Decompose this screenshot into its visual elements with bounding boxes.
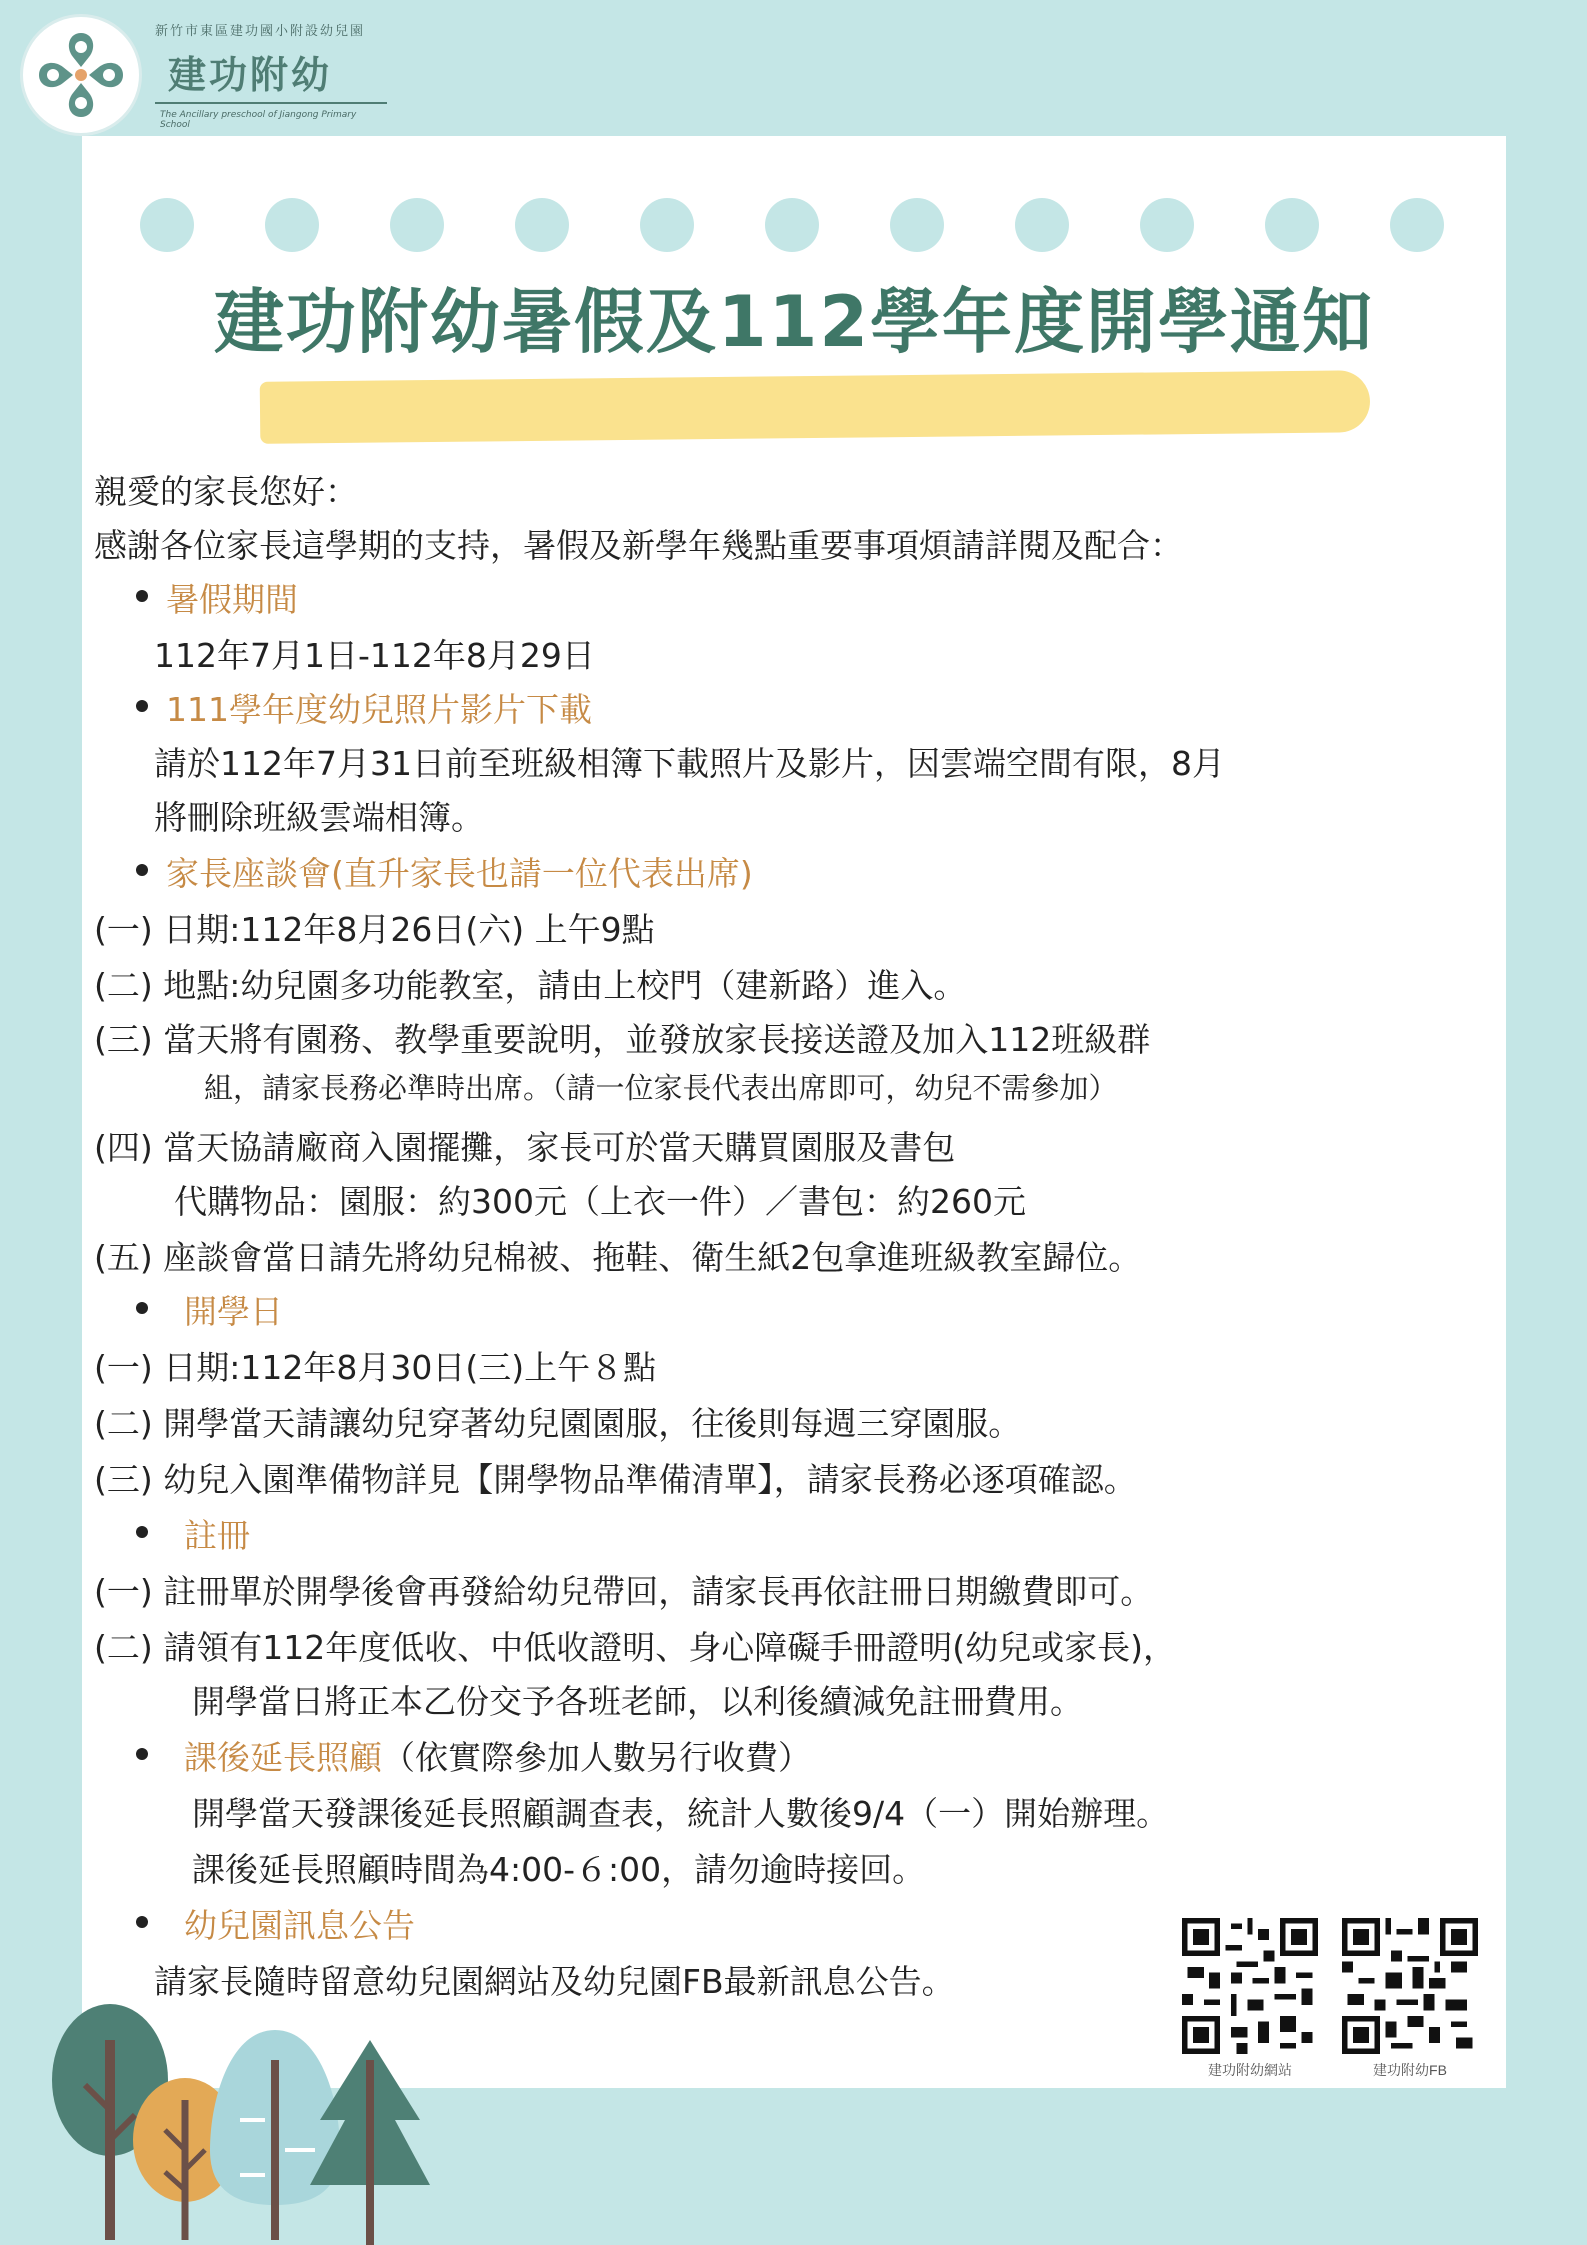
page-title: 建功附幼暑假及112學年度開學通知 — [213, 281, 1375, 363]
bullet — [136, 590, 148, 602]
meeting-line: 組，請家長務必準時出席。（請一位家長代表出席即可，幼兒不需參加） — [204, 1071, 1118, 1105]
photos-line: 將刪除班級雲端相簿。 — [154, 798, 484, 837]
meeting-line: (三) 當天將有園務、教學重要說明，並發放家長接送證及加入112班級群 — [94, 1020, 1151, 1059]
flower-logo-icon — [31, 25, 131, 125]
after-care-heading: 課後延長照顧 — [184, 1738, 382, 1777]
dot — [1390, 198, 1444, 252]
qr-code-icon — [1182, 1918, 1318, 2054]
logo-english-name: The Ancillary preschool of Jiangong Primary School — [160, 110, 357, 130]
dot — [390, 198, 444, 252]
meeting-line: (四) 當天協請廠商入園擺攤，家長可於當天購買園服及書包 — [94, 1128, 956, 1167]
meeting-line: (一) 日期:112年8月26日(六) 上午9點 — [94, 910, 655, 949]
photos-heading: 111學年度幼兒照片影片下載 — [166, 690, 592, 729]
logo-divider — [155, 102, 387, 104]
qr-facebook[interactable] — [1342, 1918, 1478, 2080]
school-start-line: (一) 日期:112年8月30日(三)上午８點 — [94, 1348, 657, 1387]
decorative-dots — [140, 198, 1450, 252]
dot — [1015, 198, 1069, 252]
dot — [890, 198, 944, 252]
bullet — [136, 1526, 148, 1538]
qr-website-label: 建功附幼網站 — [1208, 2062, 1292, 2078]
bullet — [136, 864, 148, 876]
dot — [515, 198, 569, 252]
bullet — [136, 1748, 148, 1760]
greeting: 親愛的家長您好： — [94, 472, 358, 511]
dot — [265, 198, 319, 252]
logo-short-name: 建功附幼 — [168, 53, 333, 97]
bullet — [136, 700, 148, 712]
after-care-line: 課後延長照顧時間為4:00-６:00，請勿逾時接回。 — [192, 1850, 926, 1889]
dot — [640, 198, 694, 252]
school-start-line: (三) 幼兒入園準備物詳見【開學物品準備清單】，請家長務必逐項確認。 — [94, 1460, 1137, 1499]
qr-website[interactable] — [1182, 1918, 1318, 2080]
notice-paper — [82, 136, 1506, 2088]
meeting-heading: 家長座談會(直升家長也請一位代表出席) — [166, 854, 753, 893]
after-care-line: 開學當天發課後延長照顧調查表，統計人數後9/4（一）開始辦理。 — [192, 1794, 1170, 1833]
meeting-line: 代購物品：園服：約300元（上衣一件）／書包：約260元 — [174, 1182, 1026, 1221]
photos-line: 請於112年7月31日前至班級相簿下載照片及影片，因雲端空間有限，8月 — [154, 744, 1225, 783]
trees-decoration — [40, 2000, 440, 2245]
registration-heading: 註冊 — [184, 1516, 250, 1555]
logo-badge — [20, 14, 142, 136]
registration-line: (一) 註冊單於開學後會再發給幼兒帶回，請家長再依註冊日期繳費即可。 — [94, 1572, 1154, 1611]
tree-blue-icon — [210, 2030, 340, 2240]
qr-code-icon — [1342, 1918, 1478, 2054]
dot — [1140, 198, 1194, 252]
after-care-heading-row — [184, 1732, 811, 1779]
intro-text: 感謝各位家長這學期的支持，暑假及新學年幾點重要事項煩請詳閱及配合： — [94, 526, 1183, 565]
dot — [1265, 198, 1319, 252]
news-heading: 幼兒園訊息公告 — [184, 1906, 415, 1945]
news-line: 請家長隨時留意幼兒園網站及幼兒園FB最新訊息公告。 — [154, 1962, 955, 2001]
bullet — [136, 1916, 148, 1928]
after-care-note: （依實際參加人數另行收費） — [382, 1738, 811, 1777]
school-start-heading: 開學日 — [184, 1292, 283, 1331]
dot — [140, 198, 194, 252]
logo-school-fullname: 新竹市東區建功國小附設幼兒園 — [155, 24, 366, 39]
summer-heading: 暑假期間 — [166, 580, 298, 619]
school-logo — [20, 14, 380, 136]
meeting-line: (五) 座談會當日請先將幼兒棉被、拖鞋、衛生紙2包拿進班級教室歸位。 — [94, 1238, 1142, 1277]
title-highlight — [260, 370, 1371, 444]
registration-line: 開學當日將正本乙份交予各班老師，以利後續減免註冊費用。 — [192, 1682, 1083, 1721]
registration-line: (二) 請領有112年度低收、中低收證明、身心障礙手冊證明(幼兒或家長)， — [94, 1628, 1176, 1667]
meeting-line: (二) 地點:幼兒園多功能教室，請由上校門（建新路）進入。 — [94, 966, 967, 1005]
dot — [765, 198, 819, 252]
summer-line: 112年7月1日-112年8月29日 — [154, 636, 595, 675]
school-start-line: (二) 開學當天請讓幼兒穿著幼兒園園服，往後則每週三穿園服。 — [94, 1404, 1022, 1443]
qr-facebook-label: 建功附幼FB — [1373, 2062, 1447, 2078]
bullet — [136, 1302, 148, 1314]
